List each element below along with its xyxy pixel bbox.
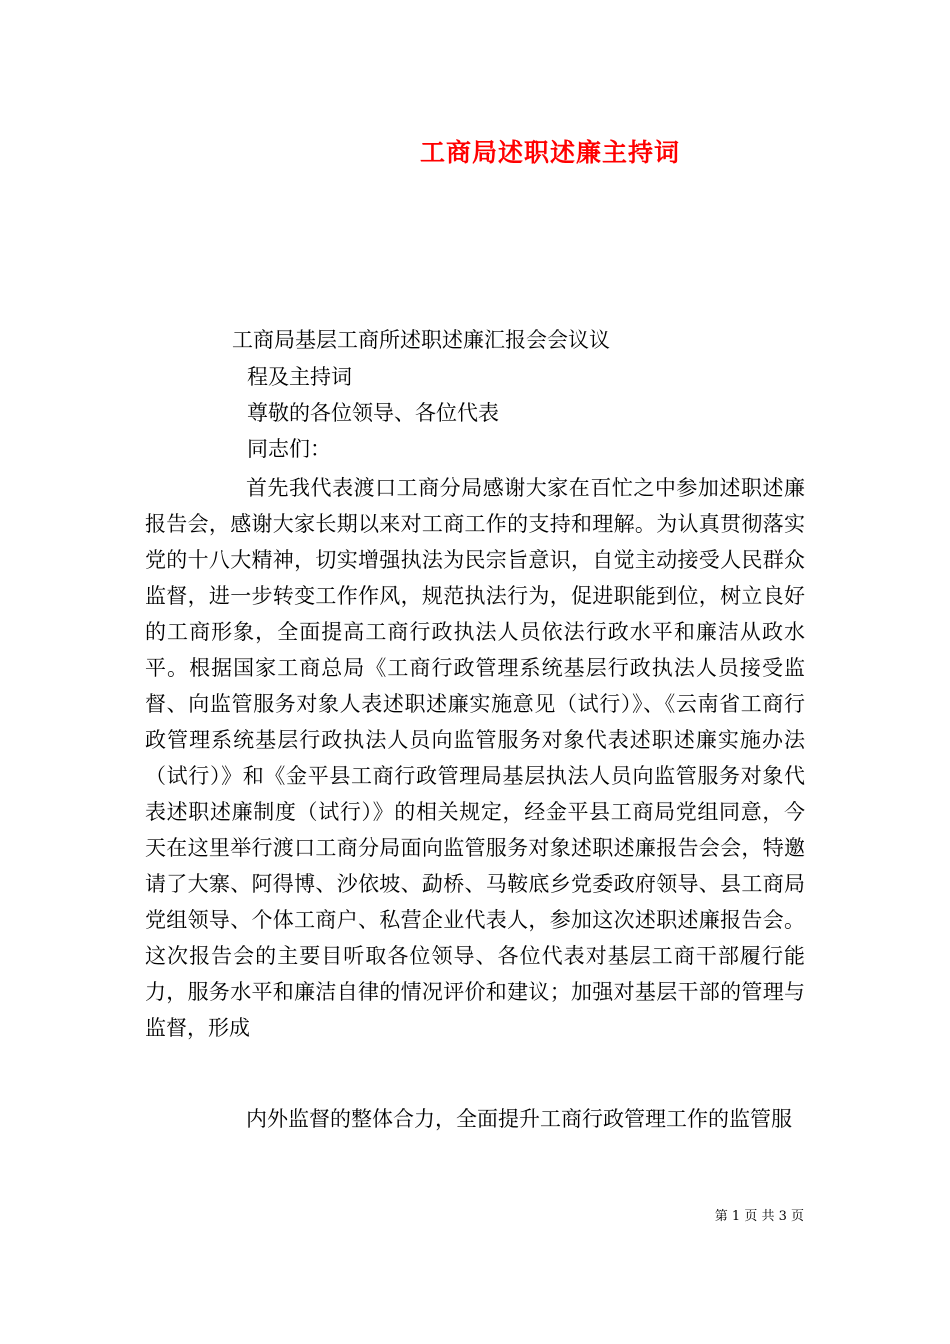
body-paragraph-2: 内外监督的整体合力，全面提升工商行政管理工作的监管服 <box>246 1107 792 1131</box>
heading-line-2: 程及主持词 <box>247 365 352 389</box>
document-title: 工商局述职述廉主持词 <box>419 138 680 167</box>
heading-line-1: 工商局基层工商所述职述廉汇报会会议议 <box>232 328 610 352</box>
page-number-footer: 第 1 页 共 3 页 <box>714 1209 804 1224</box>
salutation-line-2: 同志们： <box>247 437 331 461</box>
salutation-line-1: 尊敬的各位领导、各位代表 <box>247 401 499 425</box>
body-paragraph-1: 首先我代表渡口工商分局感谢大家在百忙之中参加述职述廉报告会，感谢大家长期以来对工商工作的支持和理解。为认真贯彻落实党的十八大精神，切实增强执法为民宗旨意识，自觉主动接受人民群众监督，进一步转变工作作风，规范执法行为，促进职能到位，树立良好的工商形象，全面提高工商行政执法人员依法行政水平和廉洁从政水平。根据国家工商总局《工商行政管理系统基层行政执法人员接受监督、向监管服务对象人表述职述廉实施意见（试行）》、《云南省工商行政管理系统基层行政执法人员向监管服务对象代表述职述廉实施办法（试行）》和《金平县工商行政管理局基层执法人员向监管服务对象代表述职述廉制度（试行）》的相关规定，经金平县工商局党组同意，今天在这里举行渡口工商分局面向监管服务对象述职述廉报告会会，特邀请了大寨、阿得博、沙依坡、勐桥、马鞍底乡党委政府领导、县工商局党组领导、个体工商户、私营企业代表人，参加这次述职述廉报告会。这次报告会的主要目听取各位领导、各位代表对基层工商干部履行能力，服务水平和廉洁自律的情况评价和建议；加强对基层干部的管理与监督，形成 <box>145 476 805 1040</box>
